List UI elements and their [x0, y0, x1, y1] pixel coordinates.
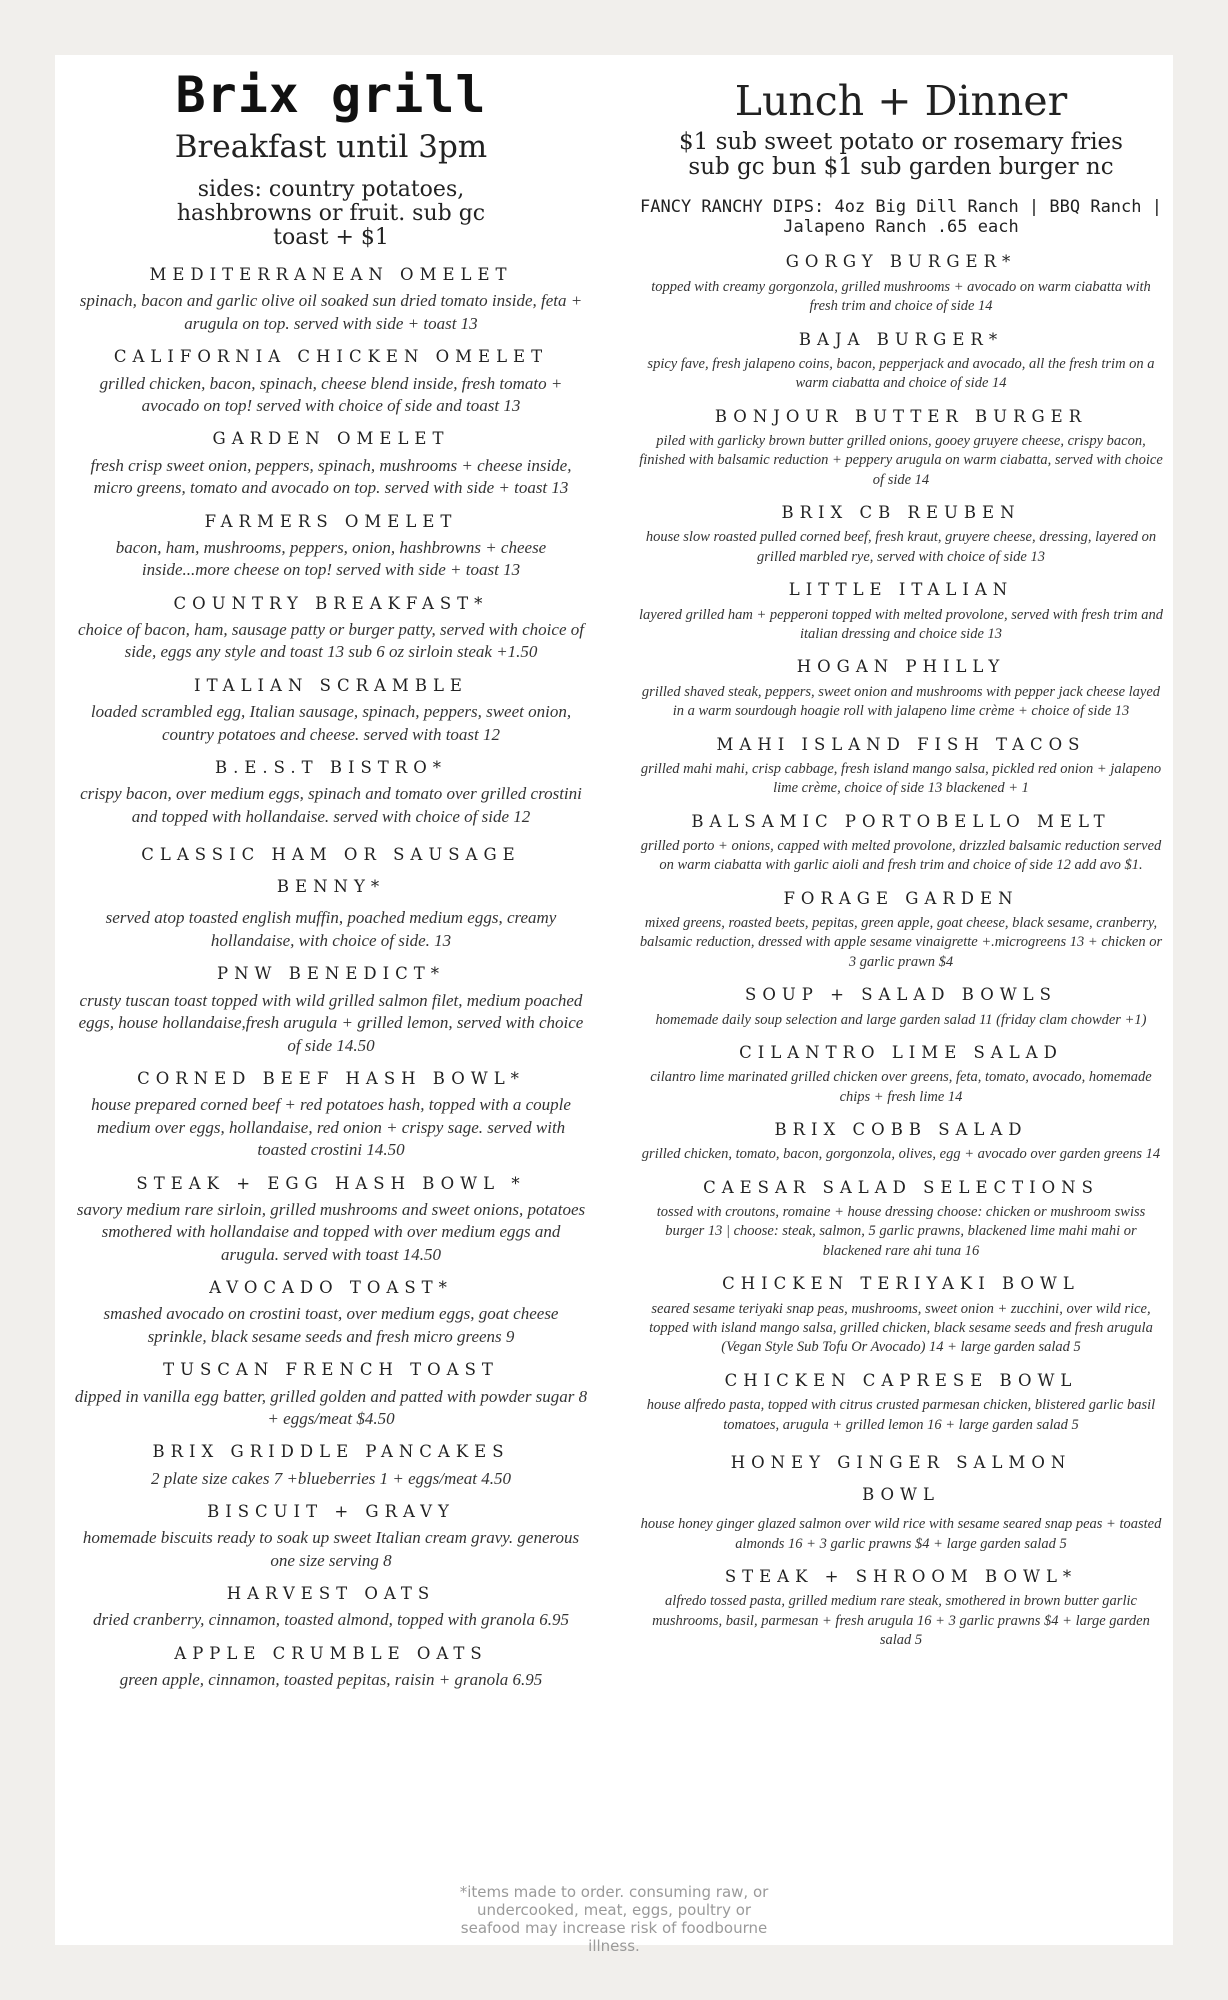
menu-item: [631, 984, 1171, 1030]
restaurant-name: Brix grill: [175, 66, 487, 124]
bun-sub-note: sub gc bun $1 sub garden burger nc: [688, 154, 1114, 181]
menu-item-desc: dipped in vanilla egg batter, grilled golden and patted with powder sugar 8 + eggs/meat $4.50: [74, 1386, 588, 1428]
menu-item-name: CALIFORNIA CHICKEN OMELET: [113, 347, 549, 367]
menu-item-desc: grilled mahi mahi, crisp cabbage, fresh island mango salsa, pickled red onion + jalapeno lime crème, choice of side 13 blackened + 1: [640, 760, 1162, 797]
menu-item-desc: seared sesame teriyaki snap peas, mushrooms, sweet onion + zucchini, over wild rice, topped with island mango salsa, grilled chicken, black sesame seeds and fresh arugula (Vegan Style Sub Tofu Or Avocado) 14 + large garden salad 5: [649, 1300, 1153, 1356]
menu-item-name: ITALIAN SCRAMBLE: [194, 675, 468, 695]
menu-item-desc: mixed greens, roasted beets, pepitas, green apple, goat cheese, black sesame, cranberry, balsamic reduction, dressed with apple sesame vinaigrette +.microgreens 13 + chicken or 3 garlic prawn $4: [639, 915, 1163, 970]
menu-item-name: COUNTRY BREAKFAST*: [173, 593, 489, 613]
menu-item-name: FORAGE GARDEN: [783, 888, 1019, 908]
menu-item-name: BALSAMIC PORTOBELLO MELT: [691, 811, 1111, 831]
menu-item-desc: house prepared corned beef + red potatoes hash, topped with a couple medium over eggs, hollandaise, red onion + crispy sage. served with toasted crostini 14.50: [91, 1095, 571, 1160]
menu-item-desc: house alfredo pasta, topped with citrus crusted parmesan chicken, blistered garlic basil tomatoes, arugula + grilled lemon 16 + large garden salad 5: [646, 1397, 1156, 1433]
menu-item: [65, 675, 597, 746]
lunch-dinner-column: [631, 55, 1171, 1651]
menu-item: [631, 1177, 1171, 1262]
menu-item-name: MEDITERRANEAN OMELET: [149, 265, 513, 285]
menu-item-name: CHICKEN CAPRESE BOWL: [724, 1370, 1078, 1390]
menu-item: [65, 757, 597, 828]
menu-item: [65, 1277, 597, 1348]
menu-item: [631, 1273, 1171, 1358]
menu-item: [65, 428, 597, 499]
menu-item: [65, 1441, 597, 1490]
menu-item-name: BAJA BURGER*: [798, 329, 1004, 349]
menu-item: [65, 1068, 597, 1162]
menu-item-name: APPLE CRUMBLE OATS: [174, 1643, 488, 1663]
menu-item: [631, 1566, 1171, 1651]
menu-item: [631, 656, 1171, 721]
menu-item-desc: choice of bacon, ham, sausage patty or burger patty, served with choice of side, eggs any style and toast 13 sub 6 oz sirloin steak +1.50: [78, 619, 584, 662]
menu-item-name: FARMERS OMELET: [204, 511, 458, 531]
menu-item-name: CLASSIC HAM OR SAUSAGE BENNY*: [141, 845, 521, 897]
menu-item-name: LITTLE ITALIAN: [788, 580, 1014, 600]
menu-item-desc: homemade biscuits ready to soak up sweet Italian cream gravy. generous one size serving 8: [82, 1528, 580, 1570]
menu-item-desc: spicy fave, fresh jalapeno coins, bacon, pepperjack and avocado, all the fresh trim on a warm ciabatta and choice of side 14: [647, 355, 1155, 392]
menu-item: [65, 1501, 597, 1572]
menu-item-desc: topped with creamy gorgonzola, grilled mushrooms + avocado on warm ciabatta with fresh trim and choice of side 14: [651, 278, 1151, 315]
menu-item-desc: grilled porto + onions, capped with melted provolone, drizzled balsamic reduction served on warm ciabatta with garlic aioli and fresh trim and choice of side 12 add avo $1.: [640, 837, 1162, 874]
menu-item-desc: 2 plate size cakes 7 +blueberries 1 + eggs/meat 4.50: [150, 1468, 512, 1488]
menu-item: [631, 1119, 1171, 1165]
menu-item-name: TUSCAN FRENCH TOAST: [163, 1360, 499, 1380]
menu-item-desc: bacon, ham, mushrooms, peppers, onion, hashbrowns + cheese inside...more cheese on top! served with side + toast 13: [115, 537, 547, 580]
menu-item-name: HARVEST OATS: [226, 1584, 436, 1604]
lunch-dinner-items: [631, 251, 1171, 1650]
menu-item-desc: house honey ginger glazed salmon over wild rice with sesame seared snap peas + toasted almonds 16 + 3 garlic prawns $4 + large garden salad 5: [640, 1516, 1162, 1552]
menu-item-desc: cilantro lime marinated grilled chicken over greens, feta, tomato, avocado, homemade chips + fresh lime 14: [650, 1069, 1152, 1105]
menu-item: [631, 1447, 1171, 1554]
menu-item-name: BONJOUR BUTTER BURGER: [714, 406, 1088, 426]
menu-item: [631, 579, 1171, 644]
menu-item-name: HOGAN PHILLY: [796, 657, 1006, 677]
menu-item-desc: alfredo tossed pasta, grilled medium rare steak, smothered in brown butter garlic mushrooms, basil, parmesan + fresh arugula 16 + 3 garlic prawns $4 + large garden salad 5: [652, 1593, 1150, 1649]
menu-item-name: CHICKEN TERIYAKI BOWL: [722, 1274, 1080, 1294]
menu-item: [631, 811, 1171, 876]
menu-item: [65, 511, 597, 582]
menu-item-desc: loaded scrambled egg, Italian sausage, spinach, peppers, sweet onion, country potatoes and cheese. served with toast 12: [90, 702, 572, 744]
menu-item-name: STEAK + SHROOM BOWL*: [724, 1567, 1078, 1587]
menu-item-name: AVOCADO TOAST*: [209, 1278, 453, 1298]
ranchy-dips-note: FANCY RANCHY DIPS: 4oz Big Dill Ranch | BBQ Ranch | Jalapeno Ranch .65 each: [640, 196, 1162, 238]
menu-item-name: BRIX GRIDDLE PANCAKES: [152, 1442, 510, 1462]
menu-item: [65, 264, 597, 335]
menu-item-desc: green apple, cinnamon, toasted pepitas, raisin + granola 6.95: [119, 1670, 543, 1690]
menu-item-name: PNW BENEDICT*: [216, 964, 446, 984]
menu-item: [65, 346, 597, 417]
menu-item: [631, 502, 1171, 567]
menu-item: [631, 734, 1171, 799]
menu-item: [65, 1173, 597, 1267]
menu-item-desc: served atop toasted english muffin, poached medium eggs, creamy hollandaise, with choice of side. 13: [105, 908, 557, 950]
breakfast-column: [65, 55, 597, 1692]
menu-item-desc: smashed avocado on crostini toast, over medium eggs, goat cheese sprinkle, black sesame seeds and fresh micro greens 9: [103, 1304, 559, 1346]
menu-item-name: HONEY GINGER SALMON BOWL: [730, 1452, 1072, 1505]
menu-item-desc: homemade daily soup selection and large garden salad 11 (friday clam chowder +1): [655, 1011, 1147, 1028]
lunch-dinner-title: Lunch + Dinner: [734, 77, 1068, 125]
menu-item-name: BRIX COBB SALAD: [774, 1120, 1028, 1140]
menu-item-name: CILANTRO LIME SALAD: [739, 1042, 1063, 1062]
menu-item: [631, 406, 1171, 491]
menu-item: [631, 251, 1171, 316]
menu-item-name: CORNED BEEF HASH BOWL*: [137, 1068, 525, 1088]
menu-item: [631, 329, 1171, 394]
disclaimer-text: *items made to order. consuming raw, or undercooked, meat, eggs, poultry or seafood may increase risk of foodbourne illness.: [459, 1883, 769, 1955]
menu-item: [65, 593, 597, 664]
breakfast-items: [65, 264, 597, 1691]
menu-item-desc: dried cranberry, cinnamon, toasted almond, topped with granola 6.95: [93, 1610, 569, 1630]
menu-item-desc: fresh crisp sweet onion, peppers, spinach, mushrooms + cheese inside, micro greens, tomato and avocado on top. served with side + toast 13: [90, 455, 572, 498]
menu-item-desc: tossed with croutons, romaine + house dressing choose: chicken or mushroom swiss burger 13 | choose: steak, salmon, 5 garlic prawns, blackened lime mahi mahi or blackened rare ahi tuna 16: [656, 1204, 1146, 1259]
menu-item-name: GARDEN OMELET: [212, 429, 450, 449]
menu-item-name: STEAK + EGG HASH BOWL *: [136, 1173, 526, 1193]
menu-item: [65, 839, 597, 952]
menu-item-desc: grilled chicken, tomato, bacon, gorgonzola, olives, egg + avocado over garden greens 14: [641, 1146, 1161, 1163]
menu-item-desc: piled with garlicky brown butter grilled onions, gooey gruyere cheese, crispy bacon, finished with balsamic reduction + peppery arugula on warm ciabatta, served with choice of side 14: [639, 432, 1163, 488]
menu-item-name: MAHI ISLAND FISH TACOS: [716, 734, 1086, 754]
menu-item-name: BISCUIT + GRAVY: [207, 1502, 455, 1522]
menu-item: [631, 888, 1171, 973]
menu-item-name: CAESAR SALAD SELECTIONS: [703, 1177, 1099, 1197]
menu-item: [65, 1583, 597, 1632]
breakfast-sides-note: sides: country potatoes, hashbrowns or fruit. sub gc toast + $1: [176, 176, 486, 250]
menu-item: [65, 963, 597, 1057]
menu-item-desc: savory medium rare sirloin, grilled mushrooms and sweet onions, potatoes smothered with hollandaise and topped with over medium eggs and arugula. served with toast 14.50: [76, 1199, 586, 1264]
menu-item-desc: crispy bacon, over medium eggs, spinach and tomato over grilled crostini and topped with hollandaise. served with choice of side 12: [80, 784, 582, 826]
menu-item-desc: layered grilled ham + pepperoni topped with melted provolone, served with fresh trim and italian dressing and choice side 13: [639, 606, 1163, 643]
fries-sub-note: $1 sub sweet potato or rosemary fries: [679, 129, 1123, 156]
menu-item-desc: house slow roasted pulled corned beef, fresh kraut, gruyere cheese, dressing, layered on grilled marbled rye, served with choice of side 13: [645, 529, 1157, 565]
menu-item: [631, 1370, 1171, 1435]
menu-item-name: GORGY BURGER*: [785, 252, 1017, 272]
menu-item-name: SOUP + SALAD BOWLS: [745, 985, 1057, 1005]
menu-item: [631, 1042, 1171, 1107]
menu-item-name: BRIX CB REUBEN: [781, 503, 1021, 523]
menu-item-name: B.E.S.T BISTRO*: [214, 758, 448, 777]
menu-item: [65, 1359, 597, 1430]
menu-item-desc: crusty tuscan toast topped with wild grilled salmon filet, medium poached eggs, house hollandaise,fresh arugula + grilled lemon, served with choice of side 14.50: [78, 990, 584, 1055]
breakfast-title: Breakfast until 3pm: [174, 128, 488, 165]
menu-item-desc: grilled chicken, bacon, spinach, cheese blend inside, fresh tomato + avocado on top! served with choice of side and toast 13: [99, 373, 563, 415]
menu-item-desc: grilled shaved steak, peppers, sweet onion and mushrooms with pepper jack cheese layed in a warm sourdough hoagie roll with jalapeno lime crème + choice of side 13: [641, 683, 1161, 720]
menu-item-desc: spinach, bacon and garlic olive oil soaked sun dried tomato inside, feta + arugula on top. served with side + toast 13: [79, 291, 583, 333]
menu-sheet: [55, 55, 1173, 1955]
menu-item: [65, 1643, 597, 1692]
raw-food-disclaimer: [55, 1883, 1173, 1955]
